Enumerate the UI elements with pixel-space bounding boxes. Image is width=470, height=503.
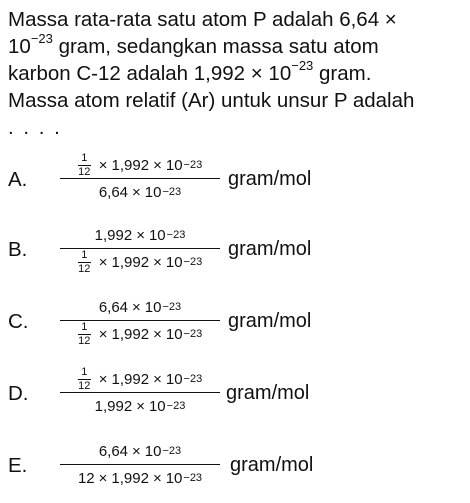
fraction-denominator: 1 12 × 1,992 × 10 −23 (78, 248, 203, 275)
option-a[interactable] (8, 152, 448, 212)
unit-label: gram/mol (228, 168, 312, 190)
unit-label: gram/mol (226, 382, 310, 404)
fraction-denominator: 1,992 × 10 −23 (94, 397, 186, 415)
unit-label: gram/mol (230, 454, 314, 476)
fraction-numerator: 1 12 × 1,992 × 10 −23 (78, 151, 203, 178)
option-c[interactable] (8, 294, 448, 354)
question-line-3-base: karbon C-12 adalah 1,992 × 10 (8, 62, 292, 85)
fraction-one-twelfth: 1 12 (78, 365, 91, 392)
fraction (60, 366, 220, 419)
fraction-denominator: 12 × 1,992 × 10 −23 (77, 469, 203, 487)
fraction-one-twelfth: 1 12 (78, 320, 91, 347)
option-letter: C. (8, 310, 29, 333)
option-letter: A. (8, 168, 28, 191)
fraction (60, 438, 220, 491)
question-text (8, 6, 460, 141)
option-letter: B. (8, 238, 28, 261)
question-line-1: Massa rata-rata satu atom P adalah 6,64 × (8, 8, 397, 31)
fraction-one-twelfth: 1 12 (78, 151, 91, 178)
fraction-numerator: 1,992 × 10 −23 (94, 226, 186, 244)
fraction-one-twelfth: 1 12 (78, 248, 91, 275)
fraction-denominator: 6,64 × 10 −23 (98, 183, 182, 201)
question-line-4: Massa atom relatif (Ar) untuk unsur P adalah (8, 89, 415, 112)
question-line-2-exponent: −23 (30, 31, 53, 47)
option-e[interactable] (8, 438, 448, 498)
question-line-2-rest: gram, sedangkan massa satu atom (52, 35, 379, 58)
question-line-3-exponent: −23 (291, 58, 314, 74)
option-b[interactable] (8, 222, 448, 282)
option-letter: D. (8, 382, 29, 405)
fraction-numerator: 1 12 × 1,992 × 10 −23 (78, 365, 203, 392)
unit-label: gram/mol (228, 238, 312, 260)
fraction-numerator: 6,64 × 10 −23 (98, 298, 182, 316)
option-d[interactable] (8, 366, 448, 426)
question-dots: . . . . (8, 116, 62, 139)
fraction (60, 152, 220, 205)
question-line-2-base: 10 (8, 35, 31, 58)
fraction-numerator: 6,64 × 10 −23 (98, 442, 182, 460)
unit-label: gram/mol (228, 310, 312, 332)
fraction (60, 222, 220, 275)
question-line-3-rest: gram. (313, 62, 372, 85)
fraction-denominator: 1 12 × 1,992 × 10 −23 (78, 320, 203, 347)
fraction (60, 294, 220, 347)
option-letter: E. (8, 454, 28, 477)
